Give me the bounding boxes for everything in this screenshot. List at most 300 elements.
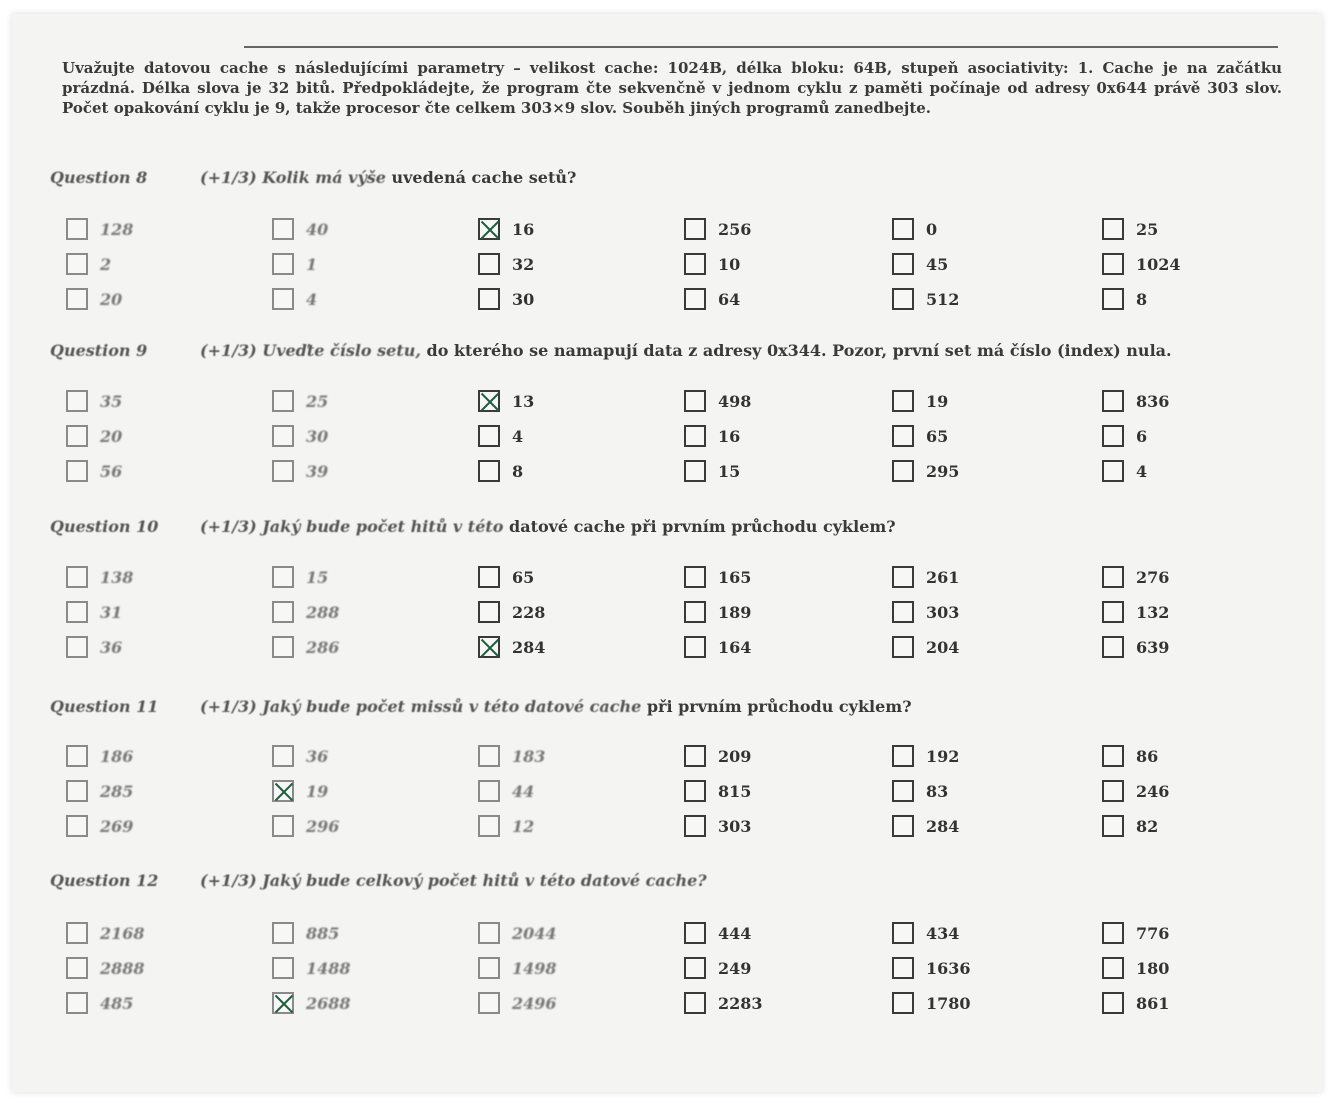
option-value: 303 xyxy=(926,603,960,622)
checked-checkbox[interactable] xyxy=(478,636,500,658)
option-value: 284 xyxy=(512,638,546,657)
checkbox[interactable] xyxy=(478,992,500,1014)
checkbox[interactable] xyxy=(66,288,88,310)
answer-option[interactable] xyxy=(684,214,864,249)
answer-option[interactable] xyxy=(892,562,1072,597)
answer-option[interactable] xyxy=(272,284,452,319)
option-value: 485 xyxy=(100,994,134,1013)
checkbox[interactable] xyxy=(1102,425,1124,447)
option-value: 1780 xyxy=(926,994,971,1013)
option-value: 192 xyxy=(926,747,960,766)
question-text-clear: uvedená cache setů? xyxy=(391,168,577,187)
option-value: 276 xyxy=(1136,568,1170,587)
checkbox[interactable] xyxy=(1102,253,1124,275)
answer-option[interactable] xyxy=(1102,597,1282,632)
option-value: 83 xyxy=(926,782,949,801)
answer-options xyxy=(66,214,1216,319)
answer-options xyxy=(66,562,1216,667)
answer-option[interactable] xyxy=(272,632,452,667)
question-points: (+1/3) xyxy=(200,697,257,716)
answer-option[interactable] xyxy=(892,214,1072,249)
option-column xyxy=(892,741,1072,846)
option-value: 36 xyxy=(306,747,329,766)
checkbox[interactable] xyxy=(684,636,706,658)
option-column xyxy=(892,214,1072,319)
answer-option[interactable] xyxy=(272,918,452,953)
answer-option[interactable] xyxy=(684,421,864,456)
option-value: 1488 xyxy=(306,959,351,978)
answer-option[interactable] xyxy=(272,562,452,597)
answer-option[interactable] xyxy=(66,421,246,456)
checkbox[interactable] xyxy=(892,636,914,658)
option-column xyxy=(272,918,452,1023)
question-label: Question 8 xyxy=(50,168,148,187)
answer-option[interactable] xyxy=(1102,988,1282,1023)
answer-option[interactable] xyxy=(892,456,1072,491)
checkbox[interactable] xyxy=(684,218,706,240)
answer-options xyxy=(66,741,1216,846)
checkbox[interactable] xyxy=(892,253,914,275)
checkbox[interactable] xyxy=(66,636,88,658)
checkbox[interactable] xyxy=(272,957,294,979)
checkbox[interactable] xyxy=(66,218,88,240)
checked-checkbox[interactable] xyxy=(478,390,500,412)
checkbox[interactable] xyxy=(1102,288,1124,310)
answer-option[interactable] xyxy=(478,456,658,491)
option-column xyxy=(892,918,1072,1023)
checkbox[interactable] xyxy=(684,745,706,767)
answer-option[interactable] xyxy=(1102,632,1282,667)
checkbox[interactable] xyxy=(892,780,914,802)
top-rule xyxy=(244,46,1278,48)
option-value: 285 xyxy=(100,782,134,801)
option-value: 295 xyxy=(926,462,960,481)
answer-option[interactable] xyxy=(478,386,658,421)
option-value: 20 xyxy=(100,290,123,309)
option-value: 261 xyxy=(926,568,960,587)
checkbox[interactable] xyxy=(478,460,500,482)
option-value: 45 xyxy=(926,255,949,274)
checkbox[interactable] xyxy=(684,390,706,412)
checkbox[interactable] xyxy=(1102,815,1124,837)
option-column xyxy=(892,386,1072,491)
answer-option[interactable] xyxy=(1102,284,1282,319)
option-value: 19 xyxy=(926,392,949,411)
answer-option[interactable] xyxy=(892,741,1072,776)
answer-option[interactable] xyxy=(1102,562,1282,597)
option-value: 44 xyxy=(512,782,535,801)
question-text-clear: datové cache při prvním průchodu cyklem? xyxy=(509,517,896,536)
checkbox[interactable] xyxy=(684,957,706,979)
answer-option[interactable] xyxy=(66,597,246,632)
option-column xyxy=(66,562,246,667)
checkbox[interactable] xyxy=(892,992,914,1014)
option-value: 10 xyxy=(718,255,741,274)
option-column xyxy=(1102,918,1282,1023)
question-text-faded: Jaký bude počet hitů v této xyxy=(262,517,504,536)
answer-option[interactable] xyxy=(478,953,658,988)
question-label: Question 11 xyxy=(50,697,159,716)
checkbox[interactable] xyxy=(892,745,914,767)
option-value: 25 xyxy=(1136,220,1159,239)
answer-option[interactable] xyxy=(892,776,1072,811)
answer-option[interactable] xyxy=(478,776,658,811)
option-value: 0 xyxy=(926,220,938,239)
answer-option[interactable] xyxy=(478,421,658,456)
answer-option[interactable] xyxy=(892,988,1072,1023)
checkbox[interactable] xyxy=(478,780,500,802)
option-value: 56 xyxy=(100,462,123,481)
option-value: 2283 xyxy=(718,994,763,1013)
answer-option[interactable] xyxy=(892,953,1072,988)
option-value: 30 xyxy=(306,427,329,446)
checkbox[interactable] xyxy=(66,815,88,837)
option-value: 35 xyxy=(100,392,123,411)
checked-checkbox[interactable] xyxy=(478,218,500,240)
option-column xyxy=(272,562,452,667)
checkbox[interactable] xyxy=(66,601,88,623)
answer-option[interactable] xyxy=(66,741,246,776)
option-column xyxy=(66,918,246,1023)
answer-option[interactable] xyxy=(66,249,246,284)
answer-option[interactable] xyxy=(1102,421,1282,456)
checkbox[interactable] xyxy=(892,460,914,482)
checkbox[interactable] xyxy=(892,601,914,623)
checkbox[interactable] xyxy=(684,780,706,802)
option-value: 164 xyxy=(718,638,752,657)
checkbox[interactable] xyxy=(892,218,914,240)
checked-checkbox[interactable] xyxy=(272,992,294,1014)
option-value: 246 xyxy=(1136,782,1170,801)
option-value: 204 xyxy=(926,638,960,657)
checkbox[interactable] xyxy=(272,566,294,588)
option-value: 776 xyxy=(1136,924,1170,943)
option-value: 186 xyxy=(100,747,134,766)
checkbox[interactable] xyxy=(1102,745,1124,767)
option-value: 284 xyxy=(926,817,960,836)
checkbox[interactable] xyxy=(478,253,500,275)
answer-option[interactable] xyxy=(272,597,452,632)
answer-option[interactable] xyxy=(66,284,246,319)
answer-option[interactable] xyxy=(1102,741,1282,776)
option-value: 228 xyxy=(512,603,546,622)
answer-option[interactable] xyxy=(892,597,1072,632)
answer-option[interactable] xyxy=(684,284,864,319)
answer-option[interactable] xyxy=(892,632,1072,667)
question-text xyxy=(200,697,912,716)
checkbox[interactable] xyxy=(1102,992,1124,1014)
checkbox[interactable] xyxy=(272,218,294,240)
answer-option[interactable] xyxy=(478,632,658,667)
question-text-faded: Kolik má výše xyxy=(262,168,386,187)
option-value: 31 xyxy=(100,603,123,622)
question-text-faded: Uveďte číslo setu, xyxy=(262,341,421,360)
answer-option[interactable] xyxy=(478,214,658,249)
option-value: 39 xyxy=(306,462,329,481)
checkbox[interactable] xyxy=(478,745,500,767)
checkbox[interactable] xyxy=(478,601,500,623)
answer-option[interactable] xyxy=(272,421,452,456)
checkbox[interactable] xyxy=(66,460,88,482)
option-value: 269 xyxy=(100,817,134,836)
answer-option[interactable] xyxy=(684,988,864,1023)
option-column xyxy=(684,214,864,319)
checkbox[interactable] xyxy=(272,253,294,275)
checkbox[interactable] xyxy=(1102,460,1124,482)
answer-option[interactable] xyxy=(684,741,864,776)
answer-option[interactable] xyxy=(272,456,452,491)
option-value: 16 xyxy=(718,427,741,446)
answer-option[interactable] xyxy=(272,988,452,1023)
checkbox[interactable] xyxy=(1102,218,1124,240)
checkbox[interactable] xyxy=(66,745,88,767)
question-label: Question 9 xyxy=(50,341,148,360)
checked-checkbox[interactable] xyxy=(272,780,294,802)
option-value: 20 xyxy=(100,427,123,446)
checkbox[interactable] xyxy=(684,253,706,275)
answer-option[interactable] xyxy=(684,776,864,811)
checkbox[interactable] xyxy=(892,390,914,412)
checkbox[interactable] xyxy=(66,922,88,944)
answer-option[interactable] xyxy=(478,918,658,953)
answer-option[interactable] xyxy=(66,953,246,988)
option-column xyxy=(272,386,452,491)
checkbox[interactable] xyxy=(892,425,914,447)
option-column xyxy=(478,214,658,319)
answer-option[interactable] xyxy=(684,918,864,953)
answer-option[interactable] xyxy=(1102,953,1282,988)
answer-option[interactable] xyxy=(684,632,864,667)
option-value: 1 xyxy=(306,255,318,274)
checkbox[interactable] xyxy=(1102,957,1124,979)
checkbox[interactable] xyxy=(272,922,294,944)
answer-option[interactable] xyxy=(684,386,864,421)
option-value: 180 xyxy=(1136,959,1170,978)
answer-option[interactable] xyxy=(478,988,658,1023)
answer-option[interactable] xyxy=(66,562,246,597)
option-value: 8 xyxy=(1136,290,1148,309)
option-value: 12 xyxy=(512,817,535,836)
checkbox[interactable] xyxy=(478,922,500,944)
option-value: 64 xyxy=(718,290,741,309)
checkbox[interactable] xyxy=(892,815,914,837)
question-text xyxy=(200,168,576,187)
answer-option[interactable] xyxy=(892,284,1072,319)
checkbox[interactable] xyxy=(478,288,500,310)
option-value: 256 xyxy=(718,220,752,239)
answer-option[interactable] xyxy=(1102,214,1282,249)
option-value: 512 xyxy=(926,290,960,309)
option-value: 444 xyxy=(718,924,752,943)
answer-option[interactable] xyxy=(272,214,452,249)
checkbox[interactable] xyxy=(272,425,294,447)
question-points: (+1/3) xyxy=(200,341,257,360)
answer-option[interactable] xyxy=(1102,249,1282,284)
answer-option[interactable] xyxy=(66,776,246,811)
option-column xyxy=(478,741,658,846)
checkbox[interactable] xyxy=(684,566,706,588)
answer-option[interactable] xyxy=(892,386,1072,421)
checkbox[interactable] xyxy=(892,957,914,979)
option-value: 30 xyxy=(512,290,535,309)
option-value: 6 xyxy=(1136,427,1148,446)
option-value: 286 xyxy=(306,638,340,657)
answer-option[interactable] xyxy=(892,249,1072,284)
option-column xyxy=(66,741,246,846)
option-column xyxy=(478,918,658,1023)
answer-option[interactable] xyxy=(478,249,658,284)
option-value: 498 xyxy=(718,392,752,411)
option-value: 4 xyxy=(306,290,318,309)
answer-option[interactable] xyxy=(684,597,864,632)
answer-option[interactable] xyxy=(684,249,864,284)
answer-option[interactable] xyxy=(272,811,452,846)
checkbox[interactable] xyxy=(272,815,294,837)
answer-option[interactable] xyxy=(1102,811,1282,846)
option-value: 1024 xyxy=(1136,255,1181,274)
answer-option[interactable] xyxy=(66,918,246,953)
checkbox[interactable] xyxy=(892,922,914,944)
option-value: 434 xyxy=(926,924,960,943)
checkbox[interactable] xyxy=(684,922,706,944)
problem-statement: Uvažujte datovou cache s následujícími parametry – velikost cache: 1024B, délka bloku: 64B, stupeň asociativity: 1. Cache je na začátku prázdná. Délka slova je 32 bitů. Předpokládejte, že program čte sekvenčně v jednom cyklu z paměti počínaje od adresy 0x644 právě 303 slov. Počet opakování cyklu je 9, takže procesor čte celkem 303×9 slov. Souběh jiných programů zanedbejte. xyxy=(62,59,1282,117)
answer-option[interactable] xyxy=(478,741,658,776)
checkbox[interactable] xyxy=(684,460,706,482)
checkbox[interactable] xyxy=(66,390,88,412)
option-value: 82 xyxy=(1136,817,1159,836)
question-points: (+1/3) xyxy=(200,168,257,187)
answer-option[interactable] xyxy=(272,249,452,284)
checkbox[interactable] xyxy=(66,992,88,1014)
option-column xyxy=(66,214,246,319)
checkbox[interactable] xyxy=(66,780,88,802)
checkbox[interactable] xyxy=(272,745,294,767)
checkbox[interactable] xyxy=(684,601,706,623)
option-value: 885 xyxy=(306,924,340,943)
option-column xyxy=(1102,562,1282,667)
question-header xyxy=(50,871,707,890)
answer-option[interactable] xyxy=(1102,386,1282,421)
answer-option[interactable] xyxy=(478,597,658,632)
answer-option[interactable] xyxy=(478,811,658,846)
answer-option[interactable] xyxy=(66,456,246,491)
question-text xyxy=(200,871,707,890)
answer-option[interactable] xyxy=(66,632,246,667)
checkbox[interactable] xyxy=(1102,922,1124,944)
checkbox[interactable] xyxy=(272,636,294,658)
checkbox[interactable] xyxy=(66,425,88,447)
checkbox[interactable] xyxy=(478,815,500,837)
answer-option[interactable] xyxy=(684,562,864,597)
answer-option[interactable] xyxy=(66,214,246,249)
checkbox[interactable] xyxy=(478,566,500,588)
answer-option[interactable] xyxy=(272,386,452,421)
option-column xyxy=(272,741,452,846)
checkbox[interactable] xyxy=(892,288,914,310)
option-value: 16 xyxy=(512,220,535,239)
checkbox[interactable] xyxy=(684,815,706,837)
question-text xyxy=(200,341,1172,360)
answer-option[interactable] xyxy=(272,953,452,988)
option-column xyxy=(1102,386,1282,491)
option-value: 836 xyxy=(1136,392,1170,411)
option-value: 4 xyxy=(1136,462,1148,481)
question-header xyxy=(50,168,576,187)
answer-option[interactable] xyxy=(892,421,1072,456)
checkbox[interactable] xyxy=(684,425,706,447)
option-column xyxy=(684,386,864,491)
option-value: 15 xyxy=(306,568,329,587)
answer-option[interactable] xyxy=(478,284,658,319)
checkbox[interactable] xyxy=(1102,566,1124,588)
answer-option[interactable] xyxy=(478,562,658,597)
checkbox[interactable] xyxy=(892,566,914,588)
option-value: 249 xyxy=(718,959,752,978)
question-label: Question 12 xyxy=(50,871,159,890)
option-value: 1636 xyxy=(926,959,971,978)
checkbox[interactable] xyxy=(66,253,88,275)
checkbox[interactable] xyxy=(684,992,706,1014)
option-value: 815 xyxy=(718,782,752,801)
checkbox[interactable] xyxy=(1102,601,1124,623)
answer-option[interactable] xyxy=(1102,776,1282,811)
answer-option[interactable] xyxy=(892,811,1072,846)
option-value: 303 xyxy=(718,817,752,836)
checkbox[interactable] xyxy=(684,288,706,310)
checkbox[interactable] xyxy=(272,390,294,412)
answer-option[interactable] xyxy=(272,776,452,811)
option-value: 209 xyxy=(718,747,752,766)
answer-option[interactable] xyxy=(684,953,864,988)
checkbox[interactable] xyxy=(272,460,294,482)
option-value: 2044 xyxy=(512,924,557,943)
checkbox[interactable] xyxy=(272,288,294,310)
option-value: 86 xyxy=(1136,747,1159,766)
option-column xyxy=(66,386,246,491)
option-value: 25 xyxy=(306,392,329,411)
answer-option[interactable] xyxy=(684,811,864,846)
checkbox[interactable] xyxy=(1102,390,1124,412)
checkbox[interactable] xyxy=(66,566,88,588)
option-value: 2168 xyxy=(100,924,145,943)
answer-option[interactable] xyxy=(684,456,864,491)
checkbox[interactable] xyxy=(1102,780,1124,802)
option-value: 288 xyxy=(306,603,340,622)
option-value: 2888 xyxy=(100,959,145,978)
answer-option[interactable] xyxy=(66,386,246,421)
option-value: 65 xyxy=(512,568,535,587)
answer-option[interactable] xyxy=(66,988,246,1023)
option-value: 183 xyxy=(512,747,546,766)
answer-option[interactable] xyxy=(892,918,1072,953)
option-value: 639 xyxy=(1136,638,1170,657)
checkbox[interactable] xyxy=(478,957,500,979)
option-value: 1498 xyxy=(512,959,557,978)
checkbox[interactable] xyxy=(66,957,88,979)
answer-option[interactable] xyxy=(272,741,452,776)
answer-option[interactable] xyxy=(1102,456,1282,491)
option-value: 15 xyxy=(718,462,741,481)
checkbox[interactable] xyxy=(272,601,294,623)
answer-option[interactable] xyxy=(66,811,246,846)
answer-option[interactable] xyxy=(1102,918,1282,953)
checkbox[interactable] xyxy=(1102,636,1124,658)
question-text-clear: do kterého se namapují data z adresy 0x344. Pozor, první set má číslo (index) nula. xyxy=(426,341,1172,360)
option-value: 13 xyxy=(512,392,535,411)
question-text-faded: Jaký bude celkový počet hitů v této datové cache? xyxy=(262,871,707,890)
option-column xyxy=(1102,214,1282,319)
checkbox[interactable] xyxy=(478,425,500,447)
